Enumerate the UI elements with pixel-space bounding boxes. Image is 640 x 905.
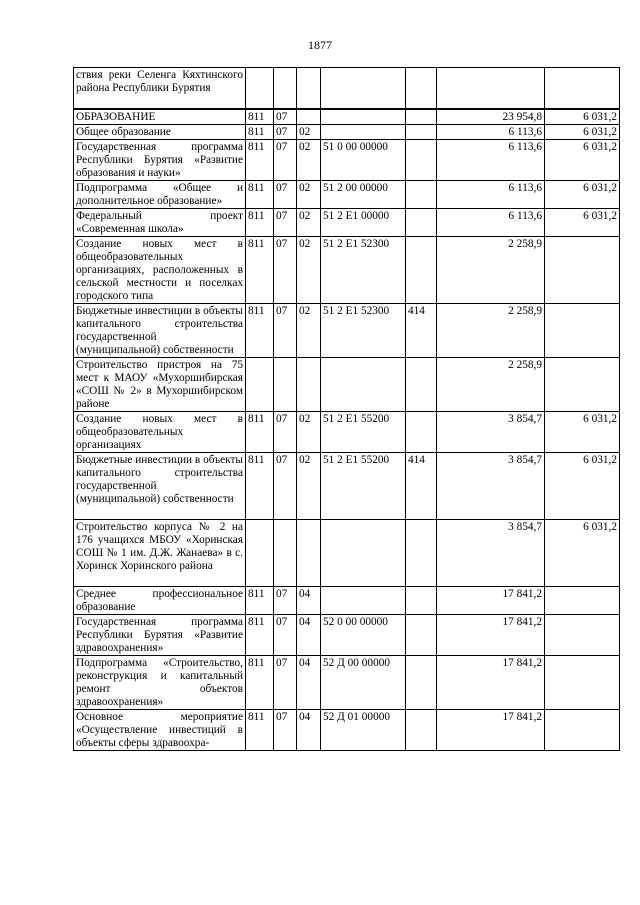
section-code-cell: 07 xyxy=(274,109,297,125)
section-code-cell xyxy=(274,519,297,586)
row-name-cell: ствия реки Селенга Кяхтинского района Республики Бурятия xyxy=(74,68,246,109)
expense-type-cell xyxy=(406,180,437,208)
table-row xyxy=(74,124,620,139)
section-code-cell: 07 xyxy=(274,124,297,139)
sum-column-2-cell: 6 031,2 xyxy=(545,139,620,180)
sum-column-1-cell: 2 258,9 xyxy=(437,303,545,357)
section-code-cell: 07 xyxy=(274,452,297,519)
sum-column-1-cell: 6 113,6 xyxy=(437,208,545,236)
row-name-cell: Основное мероприятие «Осуществление инвестиций в объекты сферы здравоохра- xyxy=(74,709,246,750)
table-row xyxy=(74,709,620,750)
sum-column-2-cell xyxy=(545,303,620,357)
ministry-code-cell: 811 xyxy=(246,236,274,303)
subsection-code-cell: 02 xyxy=(297,124,321,139)
target-article-cell xyxy=(321,357,406,411)
target-article-cell xyxy=(321,124,406,139)
subsection-code-cell xyxy=(297,68,321,109)
section-code-cell: 07 xyxy=(274,139,297,180)
expense-type-cell xyxy=(406,519,437,586)
page-number: 1877 xyxy=(308,38,332,52)
table-row xyxy=(74,208,620,236)
target-article-cell xyxy=(321,109,406,125)
table-row xyxy=(74,519,620,586)
sum-column-1-cell: 17 841,2 xyxy=(437,586,545,614)
ministry-code-cell: 811 xyxy=(246,139,274,180)
row-name-cell: Создание новых мест в общеобразовательных организациях, расположенных в сельской местности и поселках городского типа xyxy=(74,236,246,303)
sum-column-2-cell: 6 031,2 xyxy=(545,109,620,125)
row-name-cell: Государственная программа Республики Бурятия «Развитие здравоохранения» xyxy=(74,614,246,655)
ministry-code-cell: 811 xyxy=(246,586,274,614)
sum-column-1-cell: 3 854,7 xyxy=(437,452,545,519)
ministry-code-cell xyxy=(246,357,274,411)
expense-type-cell: 414 xyxy=(406,452,437,519)
expense-type-cell xyxy=(406,68,437,109)
ministry-code-cell xyxy=(246,68,274,109)
row-name-cell: Государственная программа Республики Бурятия «Развитие образования и науки» xyxy=(74,139,246,180)
sum-column-2-cell xyxy=(545,236,620,303)
expense-type-cell xyxy=(406,124,437,139)
sum-column-2-cell xyxy=(545,68,620,109)
table-row xyxy=(74,586,620,614)
section-code-cell: 07 xyxy=(274,655,297,709)
expense-type-cell xyxy=(406,109,437,125)
row-name-cell: Среднее профессиональное образование xyxy=(74,586,246,614)
sum-column-2-cell xyxy=(545,709,620,750)
sum-column-1-cell: 6 113,6 xyxy=(437,124,545,139)
expense-type-cell: 414 xyxy=(406,303,437,357)
table-row xyxy=(74,68,620,109)
ministry-code-cell: 811 xyxy=(246,180,274,208)
sum-column-2-cell: 6 031,2 xyxy=(545,411,620,452)
section-code-cell xyxy=(274,357,297,411)
subsection-code-cell: 02 xyxy=(297,411,321,452)
sum-column-1-cell: 3 854,7 xyxy=(437,411,545,452)
table-row xyxy=(74,357,620,411)
sum-column-1-cell: 2 258,9 xyxy=(437,236,545,303)
sum-column-2-cell: 6 031,2 xyxy=(545,452,620,519)
subsection-code-cell xyxy=(297,519,321,586)
section-code-cell: 07 xyxy=(274,236,297,303)
subsection-code-cell: 04 xyxy=(297,709,321,750)
ministry-code-cell: 811 xyxy=(246,208,274,236)
sum-column-1-cell: 6 113,6 xyxy=(437,180,545,208)
target-article-cell xyxy=(321,68,406,109)
ministry-code-cell: 811 xyxy=(246,411,274,452)
table-row xyxy=(74,411,620,452)
ministry-code-cell: 811 xyxy=(246,303,274,357)
target-article-cell xyxy=(321,519,406,586)
table-row xyxy=(74,452,620,519)
table-row xyxy=(74,303,620,357)
sum-column-1-cell: 2 258,9 xyxy=(437,357,545,411)
table-body xyxy=(74,68,620,751)
section-code-cell xyxy=(274,68,297,109)
table-row xyxy=(74,180,620,208)
target-article-cell: 51 2 Е1 55200 xyxy=(321,411,406,452)
row-name-cell: Федеральный проект «Современная школа» xyxy=(74,208,246,236)
expense-type-cell xyxy=(406,208,437,236)
expense-type-cell xyxy=(406,586,437,614)
section-code-cell: 07 xyxy=(274,208,297,236)
target-article-cell: 51 2 Е1 52300 xyxy=(321,303,406,357)
subsection-code-cell: 02 xyxy=(297,208,321,236)
section-code-cell: 07 xyxy=(274,586,297,614)
budget-table xyxy=(73,67,620,751)
table-row xyxy=(74,139,620,180)
section-code-cell: 07 xyxy=(274,411,297,452)
sum-column-2-cell xyxy=(545,357,620,411)
table-row xyxy=(74,614,620,655)
table-row xyxy=(74,655,620,709)
sum-column-2-cell: 6 031,2 xyxy=(545,519,620,586)
ministry-code-cell: 811 xyxy=(246,452,274,519)
sum-column-1-cell: 17 841,2 xyxy=(437,655,545,709)
target-article-cell: 51 2 Е1 00000 xyxy=(321,208,406,236)
sum-column-1-cell: 3 854,7 xyxy=(437,519,545,586)
target-article-cell: 52 Д 01 00000 xyxy=(321,709,406,750)
ministry-code-cell: 811 xyxy=(246,709,274,750)
subsection-code-cell xyxy=(297,357,321,411)
ministry-code-cell: 811 xyxy=(246,109,274,125)
expense-type-cell xyxy=(406,614,437,655)
row-name-cell: Создание новых мест в общеобразовательных организациях xyxy=(74,411,246,452)
target-article-cell: 51 0 00 00000 xyxy=(321,139,406,180)
sum-column-2-cell: 6 031,2 xyxy=(545,124,620,139)
target-article-cell: 52 Д 00 00000 xyxy=(321,655,406,709)
section-code-cell: 07 xyxy=(274,709,297,750)
section-code-cell: 07 xyxy=(274,180,297,208)
ministry-code-cell: 811 xyxy=(246,124,274,139)
expense-type-cell xyxy=(406,709,437,750)
target-article-cell: 51 2 Е1 55200 xyxy=(321,452,406,519)
table-row xyxy=(74,109,620,125)
target-article-cell: 51 2 00 00000 xyxy=(321,180,406,208)
section-code-cell: 07 xyxy=(274,303,297,357)
ministry-code-cell xyxy=(246,519,274,586)
sum-column-2-cell: 6 031,2 xyxy=(545,208,620,236)
row-name-cell: Бюджетные инвестиции в объекты капитального строительства государственной (муниципальной) собственности xyxy=(74,303,246,357)
row-name-cell: ОБРАЗОВАНИЕ xyxy=(74,109,246,125)
target-article-cell: 52 0 00 00000 xyxy=(321,614,406,655)
subsection-code-cell: 02 xyxy=(297,303,321,357)
subsection-code-cell: 04 xyxy=(297,614,321,655)
sum-column-1-cell: 17 841,2 xyxy=(437,614,545,655)
row-name-cell: Общее образование xyxy=(74,124,246,139)
expense-type-cell xyxy=(406,357,437,411)
table-row xyxy=(74,236,620,303)
target-article-cell: 51 2 Е1 52300 xyxy=(321,236,406,303)
subsection-code-cell: 02 xyxy=(297,139,321,180)
subsection-code-cell: 04 xyxy=(297,586,321,614)
sum-column-2-cell xyxy=(545,586,620,614)
row-name-cell: Строительство корпуса № 2 на 176 учащихся МБОУ «Хоринская СОШ № 1 им. Д.Ж. Жанаева» в с. Хоринск Хоринского района xyxy=(74,519,246,586)
expense-type-cell xyxy=(406,411,437,452)
sum-column-2-cell xyxy=(545,655,620,709)
row-name-cell: Подпрограмма «Строительство, реконструкция и капитальный ремонт объектов здравоохранения» xyxy=(74,655,246,709)
section-code-cell: 07 xyxy=(274,614,297,655)
ministry-code-cell: 811 xyxy=(246,614,274,655)
sum-column-1-cell xyxy=(437,68,545,109)
subsection-code-cell: 04 xyxy=(297,655,321,709)
subsection-code-cell xyxy=(297,109,321,125)
row-name-cell: Подпрограмма «Общее и дополнительное образование» xyxy=(74,180,246,208)
subsection-code-cell: 02 xyxy=(297,452,321,519)
row-name-cell: Бюджетные инвестиции в объекты капитального строительства государственной (муниципальной) собственности xyxy=(74,452,246,519)
row-name-cell: Строительство пристроя на 75 мест к МАОУ «Мухоршибирская «СОШ № 2» в Мухоршибирском районе xyxy=(74,357,246,411)
expense-type-cell xyxy=(406,139,437,180)
subsection-code-cell: 02 xyxy=(297,180,321,208)
sum-column-1-cell: 6 113,6 xyxy=(437,139,545,180)
sum-column-1-cell: 23 954,8 xyxy=(437,109,545,125)
ministry-code-cell: 811 xyxy=(246,655,274,709)
expense-type-cell xyxy=(406,655,437,709)
subsection-code-cell: 02 xyxy=(297,236,321,303)
sum-column-2-cell xyxy=(545,614,620,655)
expense-type-cell xyxy=(406,236,437,303)
sum-column-2-cell: 6 031,2 xyxy=(545,180,620,208)
sum-column-1-cell: 17 841,2 xyxy=(437,709,545,750)
target-article-cell xyxy=(321,586,406,614)
